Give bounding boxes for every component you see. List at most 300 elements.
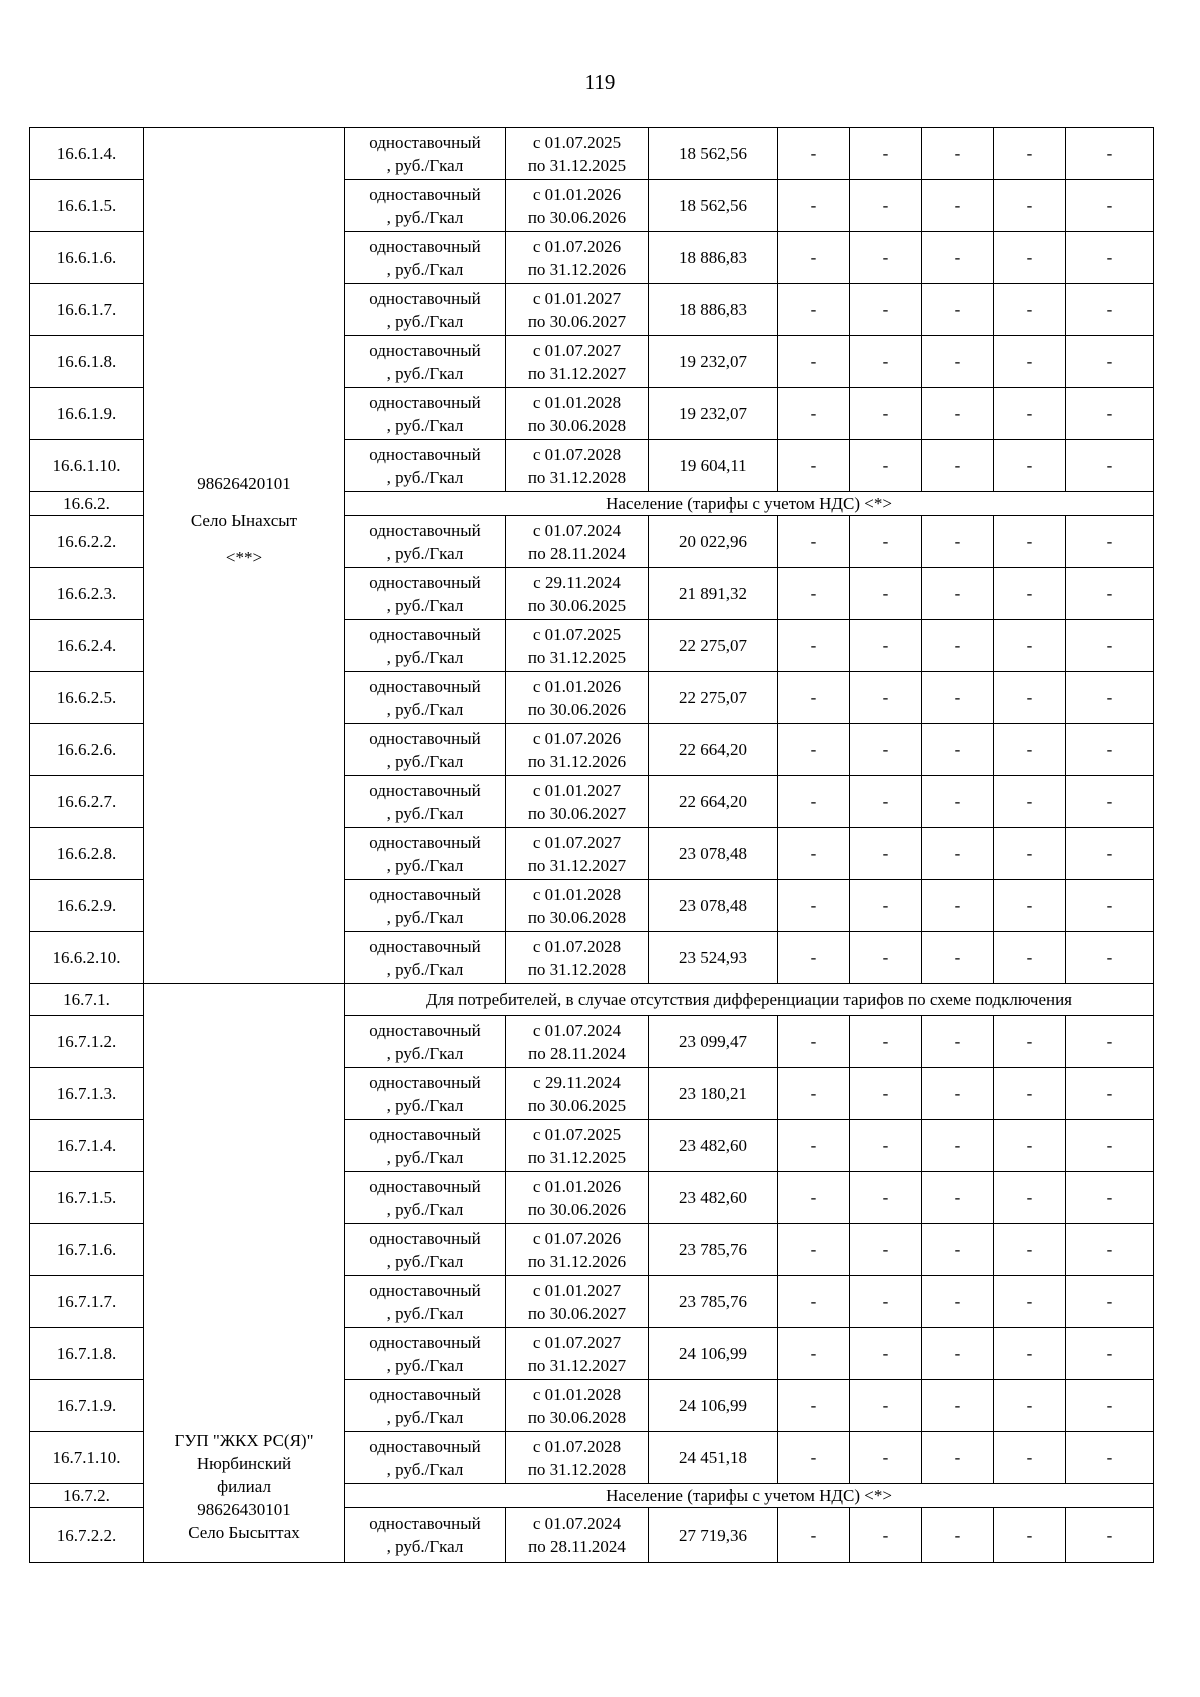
tariff-type: [345, 1120, 506, 1172]
empty-value-cell: -: [994, 336, 1066, 388]
empty-value-cell: -: [994, 1172, 1066, 1224]
tariff-period: [506, 828, 649, 880]
tariff-type: [345, 1508, 506, 1563]
tariff-type: [345, 776, 506, 828]
tariff-type-line: , руб./Гкал: [386, 467, 464, 487]
empty-value-cell: -: [922, 1016, 994, 1068]
empty-value-cell: -: [994, 388, 1066, 440]
tariff-period: [506, 440, 649, 492]
tariff-period: [506, 672, 649, 724]
empty-value-cell: -: [922, 336, 994, 388]
empty-value-cell: -: [778, 336, 850, 388]
tariff-type-line: , руб./Гкал: [386, 1355, 464, 1375]
tariff-period-line: с 01.07.2025: [532, 132, 622, 152]
tariff-type-line: одноставочный: [369, 572, 481, 592]
tariff-type: [345, 880, 506, 932]
organization-line: Село Бысыттах: [188, 1523, 300, 1542]
empty-value-cell: -: [922, 724, 994, 776]
tariff-type: [345, 1328, 506, 1380]
empty-value-cell: -: [1066, 1508, 1154, 1563]
empty-value-cell: -: [850, 1276, 922, 1328]
empty-value-cell: -: [994, 180, 1066, 232]
empty-value-cell: -: [778, 672, 850, 724]
tariff-period-line: по 31.12.2026: [527, 751, 627, 771]
tariff-period-line: с 01.07.2028: [532, 444, 622, 464]
empty-value-cell: -: [778, 1432, 850, 1484]
tariff-type-line: одноставочный: [369, 184, 481, 204]
tariff-type-line: , руб./Гкал: [386, 1407, 464, 1427]
organization-line: ГУП "ЖКХ РС(Я)": [174, 1431, 314, 1450]
empty-value-cell: -: [778, 516, 850, 568]
empty-value-cell: -: [1066, 724, 1154, 776]
tariff-period-line: с 01.07.2024: [532, 1514, 622, 1533]
tariff-value: 23 099,47: [649, 1016, 778, 1068]
tariff-type: [345, 284, 506, 336]
tariff-period-line: с 01.01.2027: [532, 1280, 622, 1300]
empty-value-cell: -: [994, 620, 1066, 672]
tariff-value: 23 078,48: [649, 828, 778, 880]
empty-value-cell: -: [778, 1172, 850, 1224]
tariff-period-line: с 01.07.2026: [532, 728, 622, 748]
tariff-type: [345, 1172, 506, 1224]
tariff-type-line: , руб./Гкал: [386, 699, 464, 719]
empty-value-cell: -: [922, 672, 994, 724]
tariff-period-line: по 31.12.2027: [527, 363, 627, 383]
tariff-period: [506, 180, 649, 232]
tariff-type-line: одноставочный: [369, 884, 481, 904]
empty-value-cell: -: [994, 128, 1066, 180]
tariff-period-line: с 01.01.2028: [532, 884, 622, 904]
empty-value-cell: -: [778, 776, 850, 828]
empty-value-cell: -: [1066, 336, 1154, 388]
tariff-type-line: , руб./Гкал: [386, 1459, 464, 1479]
tariff-period-line: по 30.06.2026: [527, 1199, 627, 1219]
row-number: 16.6.1.8.: [30, 336, 144, 388]
tariff-type-line: , руб./Гкал: [386, 1095, 464, 1115]
row-number: 16.6.2.4.: [30, 620, 144, 672]
empty-value-cell: -: [922, 284, 994, 336]
tariff-type-line: , руб./Гкал: [386, 311, 464, 331]
tariff-type: [345, 1380, 506, 1432]
tariff-type: [345, 1068, 506, 1120]
empty-value-cell: -: [922, 776, 994, 828]
empty-value-cell: -: [1066, 284, 1154, 336]
empty-value-cell: -: [994, 1432, 1066, 1484]
section-number: 16.7.1.: [30, 984, 144, 1016]
empty-value-cell: -: [850, 516, 922, 568]
empty-value-cell: -: [1066, 516, 1154, 568]
tariff-type-line: одноставочный: [369, 132, 481, 152]
tariff-type: [345, 1276, 506, 1328]
row-number: 16.7.1.2.: [30, 1016, 144, 1068]
empty-value-cell: -: [994, 284, 1066, 336]
empty-value-cell: -: [994, 828, 1066, 880]
tariff-period: [506, 880, 649, 932]
empty-value-cell: -: [850, 568, 922, 620]
empty-value-cell: -: [850, 672, 922, 724]
tariff-type-line: одноставочный: [369, 1228, 481, 1248]
tariff-type-line: одноставочный: [369, 236, 481, 256]
empty-value-cell: -: [778, 128, 850, 180]
tariff-value: 18 562,56: [649, 128, 778, 180]
tariff-type-line: одноставочный: [369, 1384, 481, 1404]
row-number: 16.6.1.9.: [30, 388, 144, 440]
row-number: 16.7.1.7.: [30, 1276, 144, 1328]
tariff-type-line: одноставочный: [369, 1332, 481, 1352]
empty-value-cell: -: [994, 776, 1066, 828]
tariff-value: 22 664,20: [649, 776, 778, 828]
empty-value-cell: -: [1066, 568, 1154, 620]
tariff-type: [345, 440, 506, 492]
empty-value-cell: -: [994, 568, 1066, 620]
tariff-period-line: по 30.06.2025: [527, 1095, 627, 1115]
empty-value-cell: -: [922, 828, 994, 880]
tariff-type-line: одноставочный: [369, 1514, 481, 1533]
row-number: 16.6.2.2.: [30, 516, 144, 568]
empty-value-cell: -: [850, 1016, 922, 1068]
section-title: Население (тарифы с учетом НДС) <*>: [345, 1484, 1154, 1508]
row-number: 16.6.1.4.: [30, 128, 144, 180]
tariff-period: [506, 932, 649, 984]
tariff-period-line: с 01.07.2024: [532, 1020, 622, 1040]
table-row: [30, 128, 1154, 180]
tariff-type-line: одноставочный: [369, 676, 481, 696]
row-number: 16.6.2.9.: [30, 880, 144, 932]
empty-value-cell: -: [850, 776, 922, 828]
empty-value-cell: -: [778, 932, 850, 984]
tariff-type-line: одноставочный: [369, 832, 481, 852]
empty-value-cell: -: [778, 1276, 850, 1328]
tariff-period-line: по 31.12.2027: [527, 1355, 627, 1375]
empty-value-cell: -: [1066, 388, 1154, 440]
empty-value-cell: -: [994, 932, 1066, 984]
empty-value-cell: -: [1066, 932, 1154, 984]
tariff-period-line: с 01.07.2026: [532, 1228, 622, 1248]
empty-value-cell: -: [850, 880, 922, 932]
empty-value-cell: -: [922, 128, 994, 180]
empty-value-cell: -: [850, 1432, 922, 1484]
tariff-period: [506, 516, 649, 568]
tariff-period: [506, 232, 649, 284]
empty-value-cell: -: [922, 568, 994, 620]
empty-value-cell: -: [1066, 128, 1154, 180]
table-body: [30, 128, 1154, 1563]
tariff-type-line: одноставочный: [369, 1436, 481, 1456]
empty-value-cell: -: [778, 232, 850, 284]
tariff-period-line: с 01.07.2027: [532, 832, 622, 852]
empty-value-cell: -: [922, 1432, 994, 1484]
tariff-period: [506, 568, 649, 620]
tariff-type: [345, 672, 506, 724]
tariff-type-line: одноставочный: [369, 728, 481, 748]
tariff-value: 27 719,36: [649, 1508, 778, 1563]
empty-value-cell: -: [778, 880, 850, 932]
tariff-type: [345, 128, 506, 180]
section-number: 16.7.2.: [30, 1484, 144, 1508]
row-number: 16.6.2.5.: [30, 672, 144, 724]
tariff-period: [506, 1508, 649, 1563]
tariff-value: 18 562,56: [649, 180, 778, 232]
tariff-period: [506, 1016, 649, 1068]
tariff-period-line: по 31.12.2025: [527, 1147, 627, 1167]
empty-value-cell: -: [778, 620, 850, 672]
empty-value-cell: -: [850, 620, 922, 672]
tariff-period: [506, 620, 649, 672]
organization-cell: [144, 984, 345, 1563]
empty-value-cell: -: [850, 180, 922, 232]
empty-value-cell: -: [778, 284, 850, 336]
tariff-period-line: по 30.06.2028: [527, 907, 627, 927]
organization-line: 98626420101: [197, 474, 291, 493]
empty-value-cell: -: [1066, 880, 1154, 932]
tariff-period-line: по 30.06.2026: [527, 207, 627, 227]
empty-value-cell: -: [994, 1508, 1066, 1563]
empty-value-cell: -: [994, 1276, 1066, 1328]
tariff-type-line: , руб./Гкал: [386, 959, 464, 979]
tariff-period-line: с 01.01.2026: [532, 184, 622, 204]
tariff-period: [506, 1328, 649, 1380]
tariff-period: [506, 1068, 649, 1120]
empty-value-cell: -: [778, 828, 850, 880]
empty-value-cell: -: [1066, 1224, 1154, 1276]
empty-value-cell: -: [850, 284, 922, 336]
tariff-value: 18 886,83: [649, 284, 778, 336]
organization-line: <**>: [225, 548, 263, 567]
empty-value-cell: -: [1066, 1328, 1154, 1380]
tariff-value: 20 022,96: [649, 516, 778, 568]
empty-value-cell: -: [778, 388, 850, 440]
empty-value-cell: -: [850, 388, 922, 440]
row-number: 16.7.1.10.: [30, 1432, 144, 1484]
row-number: 16.6.2.3.: [30, 568, 144, 620]
empty-value-cell: -: [922, 1068, 994, 1120]
tariff-type: [345, 1016, 506, 1068]
tariff-type-line: одноставочный: [369, 1020, 481, 1040]
empty-value-cell: -: [778, 1068, 850, 1120]
empty-value-cell: -: [850, 1224, 922, 1276]
empty-value-cell: -: [994, 1120, 1066, 1172]
empty-value-cell: -: [778, 568, 850, 620]
tariff-type: [345, 388, 506, 440]
empty-value-cell: -: [850, 440, 922, 492]
tariff-value: 19 232,07: [649, 336, 778, 388]
tariff-period-line: по 30.06.2025: [527, 595, 627, 615]
tariff-value: 19 232,07: [649, 388, 778, 440]
tariff-period-line: по 30.06.2027: [527, 1303, 627, 1323]
empty-value-cell: -: [922, 232, 994, 284]
tariff-type-line: , руб./Гкал: [386, 1043, 464, 1063]
tariff-period-line: с 29.11.2024: [533, 572, 621, 592]
empty-value-cell: -: [922, 1224, 994, 1276]
empty-value-cell: -: [850, 1380, 922, 1432]
empty-value-cell: -: [922, 1120, 994, 1172]
organization-line: филиал: [217, 1477, 271, 1496]
tariff-period-line: с 01.07.2028: [532, 1436, 622, 1456]
empty-value-cell: -: [994, 724, 1066, 776]
row-number: 16.6.1.5.: [30, 180, 144, 232]
organization-line: Село Ынахсыт: [190, 511, 298, 530]
tariff-type-line: одноставочный: [369, 1072, 481, 1092]
row-number: 16.6.2.10.: [30, 932, 144, 984]
empty-value-cell: -: [1066, 1120, 1154, 1172]
row-number: 16.7.1.6.: [30, 1224, 144, 1276]
section-header-row: [30, 984, 1154, 1016]
tariff-type-line: , руб./Гкал: [386, 1251, 464, 1271]
tariff-period-line: по 30.06.2028: [527, 1407, 627, 1427]
empty-value-cell: -: [850, 1328, 922, 1380]
tariff-period-line: по 30.06.2026: [527, 699, 627, 719]
empty-value-cell: -: [778, 724, 850, 776]
tariff-type-line: , руб./Гкал: [386, 1147, 464, 1167]
tariff-type-line: , руб./Гкал: [386, 907, 464, 927]
organization-cell: [144, 128, 345, 984]
tariff-period-line: по 31.12.2028: [527, 467, 627, 487]
empty-value-cell: -: [922, 516, 994, 568]
tariff-period-line: по 31.12.2028: [527, 959, 627, 979]
tariff-value: 22 664,20: [649, 724, 778, 776]
tariff-type-line: , руб./Гкал: [386, 1303, 464, 1323]
empty-value-cell: -: [778, 1380, 850, 1432]
empty-value-cell: -: [850, 724, 922, 776]
tariff-period: [506, 128, 649, 180]
tariff-type-line: , руб./Гкал: [386, 1537, 464, 1556]
tariff-value: 23 180,21: [649, 1068, 778, 1120]
tariff-value: 24 106,99: [649, 1328, 778, 1380]
tariff-type: [345, 232, 506, 284]
section-number: 16.6.2.: [30, 492, 144, 516]
tariff-type-line: , руб./Гкал: [386, 259, 464, 279]
tariff-type-line: , руб./Гкал: [386, 543, 464, 563]
tariff-value: 23 078,48: [649, 880, 778, 932]
tariff-type: [345, 620, 506, 672]
row-number: 16.7.1.5.: [30, 1172, 144, 1224]
tariff-type-line: одноставочный: [369, 1124, 481, 1144]
tariff-period-line: по 30.06.2027: [527, 803, 627, 823]
row-number: 16.7.1.9.: [30, 1380, 144, 1432]
empty-value-cell: -: [1066, 672, 1154, 724]
empty-value-cell: -: [1066, 1016, 1154, 1068]
row-number: 16.7.1.8.: [30, 1328, 144, 1380]
tariff-period-line: по 31.12.2026: [527, 1251, 627, 1271]
tariff-type-line: , руб./Гкал: [386, 855, 464, 875]
tariff-period: [506, 776, 649, 828]
row-number: 16.6.1.7.: [30, 284, 144, 336]
tariff-period-line: с 01.07.2027: [532, 340, 622, 360]
tariff-period: [506, 336, 649, 388]
empty-value-cell: -: [994, 232, 1066, 284]
tariff-type: [345, 180, 506, 232]
empty-value-cell: -: [850, 1508, 922, 1563]
tariff-value: 23 482,60: [649, 1172, 778, 1224]
empty-value-cell: -: [778, 1328, 850, 1380]
tariff-type: [345, 568, 506, 620]
empty-value-cell: -: [850, 932, 922, 984]
tariff-type-line: , руб./Гкал: [386, 363, 464, 383]
empty-value-cell: -: [922, 1508, 994, 1563]
tariff-period-line: с 01.07.2024: [532, 520, 622, 540]
tariff-type: [345, 1224, 506, 1276]
tariff-period: [506, 1276, 649, 1328]
tariff-type-line: одноставочный: [369, 1280, 481, 1300]
tariff-period: [506, 1432, 649, 1484]
tariff-period: [506, 388, 649, 440]
empty-value-cell: -: [994, 1328, 1066, 1380]
tariff-value: 24 106,99: [649, 1380, 778, 1432]
empty-value-cell: -: [1066, 828, 1154, 880]
empty-value-cell: -: [850, 1172, 922, 1224]
tariff-type-line: одноставочный: [369, 624, 481, 644]
tariff-period-line: с 29.11.2024: [533, 1072, 621, 1092]
empty-value-cell: -: [994, 440, 1066, 492]
empty-value-cell: -: [1066, 776, 1154, 828]
tariff-type: [345, 516, 506, 568]
tariff-period: [506, 1224, 649, 1276]
tariff-value: 23 524,93: [649, 932, 778, 984]
tariff-value: 19 604,11: [649, 440, 778, 492]
tariff-type: [345, 724, 506, 776]
empty-value-cell: -: [1066, 1276, 1154, 1328]
tariff-period-line: с 01.07.2026: [532, 236, 622, 256]
empty-value-cell: -: [994, 1016, 1066, 1068]
tariff-type-line: , руб./Гкал: [386, 415, 464, 435]
empty-value-cell: -: [922, 1380, 994, 1432]
empty-value-cell: -: [922, 180, 994, 232]
tariff-period-line: по 31.12.2028: [527, 1459, 627, 1479]
tariff-period-line: по 31.12.2025: [527, 647, 627, 667]
empty-value-cell: -: [850, 828, 922, 880]
empty-value-cell: -: [850, 336, 922, 388]
empty-value-cell: -: [994, 880, 1066, 932]
row-number: 16.7.2.2.: [30, 1508, 144, 1563]
empty-value-cell: -: [1066, 1380, 1154, 1432]
tariff-period-line: по 30.06.2028: [527, 415, 627, 435]
tariff-type-line: , руб./Гкал: [386, 803, 464, 823]
empty-value-cell: -: [1066, 620, 1154, 672]
tariff-type: [345, 932, 506, 984]
tariff-period-line: по 28.11.2024: [528, 543, 626, 563]
empty-value-cell: -: [778, 180, 850, 232]
empty-value-cell: -: [850, 1068, 922, 1120]
empty-value-cell: -: [922, 440, 994, 492]
empty-value-cell: -: [994, 1380, 1066, 1432]
tariff-period-line: по 28.11.2024: [528, 1043, 626, 1063]
tariff-type-line: одноставочный: [369, 444, 481, 464]
tariff-period-line: по 31.12.2027: [527, 855, 627, 875]
empty-value-cell: -: [922, 1172, 994, 1224]
tariff-period-line: с 01.01.2028: [532, 392, 622, 412]
tariff-type: [345, 336, 506, 388]
empty-value-cell: -: [1066, 232, 1154, 284]
empty-value-cell: -: [778, 440, 850, 492]
empty-value-cell: -: [850, 232, 922, 284]
empty-value-cell: -: [778, 1120, 850, 1172]
tariff-type-line: , руб./Гкал: [386, 595, 464, 615]
empty-value-cell: -: [922, 1328, 994, 1380]
empty-value-cell: -: [922, 1276, 994, 1328]
empty-value-cell: -: [1066, 1172, 1154, 1224]
empty-value-cell: -: [922, 880, 994, 932]
empty-value-cell: -: [922, 620, 994, 672]
empty-value-cell: -: [994, 672, 1066, 724]
organization-line: 98626430101: [197, 1500, 291, 1519]
row-number: 16.6.2.7.: [30, 776, 144, 828]
tariff-period-line: с 01.07.2025: [532, 1124, 622, 1144]
row-number: 16.6.2.6.: [30, 724, 144, 776]
tariff-value: 23 785,76: [649, 1276, 778, 1328]
tariff-value: 18 886,83: [649, 232, 778, 284]
empty-value-cell: -: [778, 1224, 850, 1276]
row-number: 16.6.1.10.: [30, 440, 144, 492]
